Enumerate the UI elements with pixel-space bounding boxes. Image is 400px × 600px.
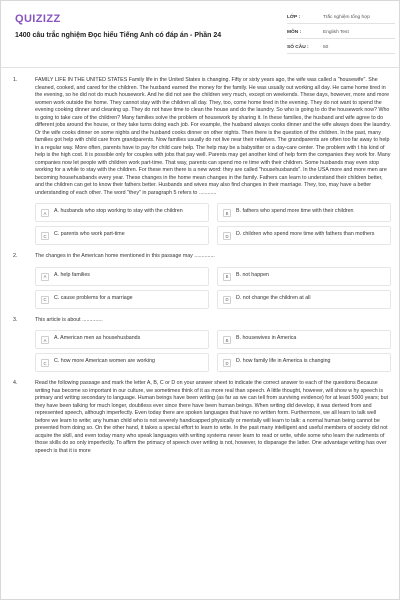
question-text: This article is about .............. bbox=[35, 316, 103, 323]
option-letter: D bbox=[223, 296, 231, 304]
question-3 bbox=[1, 317, 400, 373]
option-text: A. help families bbox=[54, 271, 90, 278]
answer-options bbox=[35, 267, 391, 309]
question-4 bbox=[1, 380, 400, 455]
option-letter: C bbox=[41, 359, 49, 367]
question-text: The changes in the American home mentioned in this passage may .............. bbox=[35, 253, 215, 259]
option-text: D. how family life in America is changing bbox=[236, 358, 331, 364]
answer-option-c[interactable] bbox=[35, 226, 209, 245]
answer-option-a[interactable] bbox=[35, 267, 209, 286]
option-letter: C bbox=[41, 296, 49, 304]
header-divider bbox=[1, 67, 400, 68]
answer-option-a[interactable] bbox=[35, 330, 209, 349]
answer-option-d[interactable] bbox=[217, 353, 391, 372]
option-letter: C bbox=[41, 232, 49, 240]
meta-row-count bbox=[287, 41, 395, 54]
option-letter: A bbox=[41, 273, 49, 281]
answer-option-c[interactable] bbox=[35, 290, 209, 309]
answer-option-b[interactable] bbox=[217, 203, 391, 222]
meta-row-subject bbox=[287, 26, 395, 39]
meta-label: MÔN : bbox=[287, 29, 302, 35]
answer-options bbox=[35, 330, 391, 372]
option-text: C. parents who work part-time bbox=[54, 231, 125, 237]
option-text: A. husbands who stop working to stay with the children bbox=[54, 208, 183, 214]
answer-option-a[interactable] bbox=[35, 203, 209, 222]
meta-value: English Test bbox=[323, 29, 349, 35]
option-text: A. American men as househusbands bbox=[54, 335, 141, 341]
answer-option-d[interactable] bbox=[217, 226, 391, 245]
question-number: 3. bbox=[13, 316, 18, 323]
answer-option-b[interactable] bbox=[217, 330, 391, 349]
page-title: 1400 câu trắc nghiệm Đọc hiểu Tiếng Anh có đáp án - Phần 24 bbox=[15, 32, 222, 39]
answer-options bbox=[35, 203, 391, 245]
option-letter: A bbox=[41, 336, 49, 344]
option-text: C. cause problems for a marriage bbox=[54, 294, 133, 301]
meta-label: LỚP : bbox=[287, 14, 301, 20]
option-letter: B bbox=[223, 273, 231, 281]
option-letter: D bbox=[223, 232, 231, 240]
worksheet-header bbox=[1, 1, 400, 61]
question-number: 1. bbox=[13, 77, 18, 83]
question-number: 4. bbox=[13, 380, 18, 386]
question-text: Read the following passage and mark the letter A, B, C or D on your answer sheet to indicate the correct answer to each of the questions Because writing has become so important in our culture, we sometimes think of it as more real than speech. A little thought, however, will show w hy speech is primary and writing secondary to language. Human beings have been writing (as far as we can tell from surviving evidence) for at least 5000 years; but they have been talking for much longer, doubtless ever since there have been human beings. When writing did develop, it was derived from and represented speech, although imperfectly. Even today there are spoken languages that have no written form. Furthermore, we all learn to talk well before we learn to write; any human child who is not severely handicapped physically or mentally will learn to talk: a normal human being cannot be prevented from doing so. On the other hand, it takes a special effort to learn to write. In the past many intelligent and useful members of society did not acquire the skill, and even today many who speak languages with writing systems never learn to read or write, while some who learn the rudiments of those skills do so only imperfectly. To affirm the primacy of speech over writing is not, however, to disparage the latter. One advantage writing has over speech is that it is more bbox=[35, 380, 389, 454]
option-letter: A bbox=[41, 209, 49, 217]
meta-table bbox=[287, 11, 395, 56]
answer-option-d[interactable] bbox=[217, 290, 391, 309]
meta-value: Trắc nghiệm tổng hợp bbox=[323, 14, 370, 20]
question-1 bbox=[1, 77, 400, 245]
question-list bbox=[1, 77, 400, 455]
option-letter: D bbox=[223, 359, 231, 367]
option-text: D. not change the children at all bbox=[236, 294, 311, 301]
answer-option-b[interactable] bbox=[217, 267, 391, 286]
meta-label: SỐ CÂU : bbox=[287, 44, 309, 50]
question-number: 2. bbox=[13, 253, 18, 259]
meta-value: 50 bbox=[323, 44, 329, 50]
quizizz-logo: QUIZIZZ bbox=[15, 13, 61, 25]
option-text: D. children who spend more time with fathers than mothers bbox=[236, 231, 375, 237]
option-letter: B bbox=[223, 336, 231, 344]
option-text: B. fathers who spend more time with their children bbox=[236, 208, 354, 214]
question-text: FAMILY LIFE IN THE UNITED STATES Family life in the United States is changing. Fifty or sixty years ago, the wife was called a "housewife". She cleaned, cooked, and cared for the children. The husband earned the money for the family. He was usually out working all day. He came home tired in the evening, so he did not do much housework. And he did not see the children very much, except on weekends. These days, however, more and more women work outside the home. They cannot stay with the children all day. They, too, come home tired in the evening. They do not want to spend the evening cooking dinner and cleaning up. They do not have time to clean the house and do the laundry. So who is going to do the housework now? Who is going to take care of the children? Many families solve the problem of housework by sharing it. In these families, the husband and wife agree to do different jobs around the house, or they take turns doing each job. For example, the husband always cooks dinner and the wife always does the laundry. Or the wife cooks dinner on some nights and the husband cooks dinner on other nights. Then there is the question of the children. In the past, many families got help with child care from grandparents. Now families usually do not live near their relatives. The grandparents are often too far away to help in a regular way. More often, parents have to pay for child care help. The help may be a babysitter or a day-care center. The problem with t his kind of help is the high cost. It is possible only for couples with jobs that pay well. Parents may get another kind of help form the companies they work for. Many companies now let people with children work part-time. That way, parents can spend mo re time with their children. Some husbands may even stop working for a while to stay with the children. For these men there is a new word: they are called "househusbands". In the USA more and more men are becoming househusbands every year. These changes in the home mean changes in the family. Fathers can learn to understand their children better, and the children can get to know their fathers better. Husbands and wives may also find changes in their marriage. They, too, may have a better understanding of each other. The word "they" in paragraph 5 refers to ............ bbox=[35, 77, 391, 196]
meta-row-class bbox=[287, 11, 395, 24]
option-text: B. not happen bbox=[236, 271, 269, 278]
option-text: B. housewives in America bbox=[236, 335, 297, 341]
question-2 bbox=[1, 253, 400, 309]
option-text: C. how more American women are working bbox=[54, 358, 155, 364]
answer-option-c[interactable] bbox=[35, 353, 209, 372]
option-letter: B bbox=[223, 209, 231, 217]
